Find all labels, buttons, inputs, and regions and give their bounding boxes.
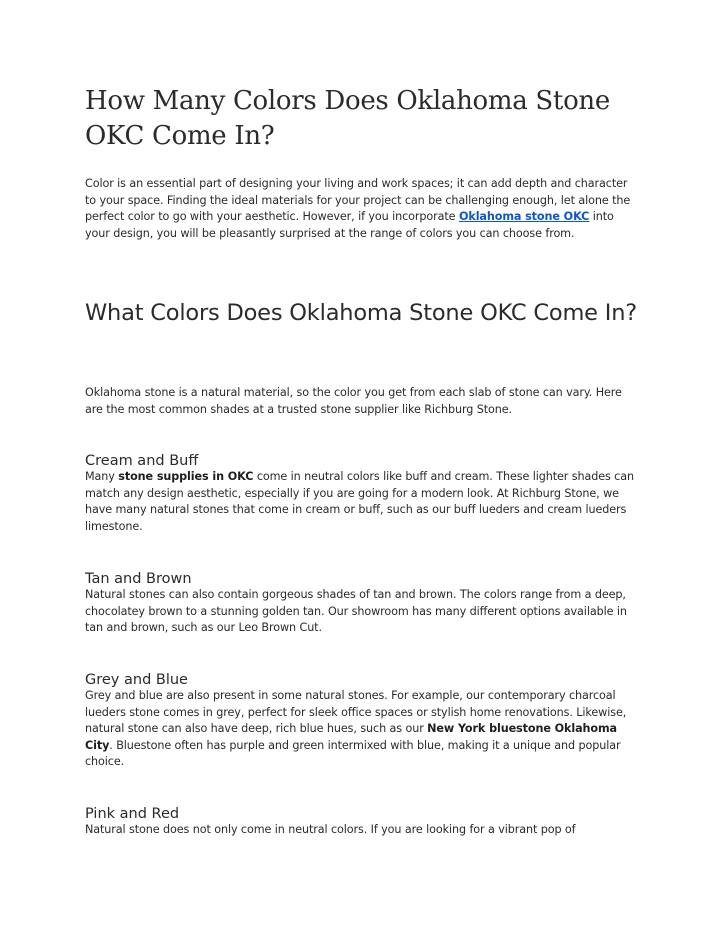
cream-buff-heading: Cream and Buff bbox=[85, 453, 199, 469]
oklahoma-stone-okc-link[interactable]: Oklahoma stone OKC bbox=[458, 210, 590, 224]
cream-buff-paragraph bbox=[85, 469, 640, 535]
grey-blue-heading: Grey and Blue bbox=[85, 672, 188, 688]
grey-blue-paragraph bbox=[85, 688, 640, 771]
section-paragraph: Oklahoma stone is a natural material, so the color you get from each slab of stone can vary. Here are the most common shades at a trusted stone supplier like Richburg Stone. bbox=[85, 386, 622, 416]
intro-paragraph bbox=[85, 176, 640, 242]
tan-brown-heading: Tan and Brown bbox=[85, 571, 192, 587]
intro-text-end: into your design, you will be pleasantly surprised at the range of colors you can choose from. bbox=[85, 210, 614, 240]
grey-text-end: . Bluestone often has purple and green intermixed with blue, making it a unique and popular choice. bbox=[85, 738, 621, 769]
cream-text: Many bbox=[85, 470, 119, 483]
stone-supplies-bold: stone supplies in OKC bbox=[118, 470, 254, 483]
cream-text-end: come in neutral colors like buff and cream. These lighter shades can match any design aesthetic, especially if you are going for a modern look. At Richburg Stone, we have many natural stones that come in cream or buff, such as our buff lueders and cream lueders limestone. bbox=[85, 470, 634, 533]
grey-text: Grey and blue are also present in some natural stones. For example, our contemporary charcoal lueders stone comes in grey, perfect for sleek office spaces or stylish home renovations. Likewise, natural stone can also have deep, rich blue hues, such as our bbox=[85, 689, 627, 736]
new-york-bluestone-bold: New York bluestone Oklahoma City bbox=[85, 722, 617, 752]
pink-red-heading: Pink and Red bbox=[85, 806, 180, 822]
pink-red-paragraph: Natural stone does not only come in neutral colors. If you are looking for a vibrant pop of bbox=[85, 823, 576, 836]
page-title: How Many Colors Does Oklahoma Stone OKC Come In? bbox=[85, 86, 610, 151]
tan-brown-paragraph: Natural stones can also contain gorgeous shades of tan and brown. The colors range from a deep, chocolatey brown to a stunning golden tan. Our showroom has many different options available in tan and brown, such as our Leo Brown Cut. bbox=[85, 588, 627, 635]
intro-text: Color is an essential part of designing your living and work spaces; it can add depth and character to your space. Finding the ideal materials for your project can be challenging enough, let alone the perfect color to go with your aesthetic. However, if you incorporate bbox=[85, 177, 631, 224]
section-heading: What Colors Does Oklahoma Stone OKC Come In? bbox=[85, 300, 638, 326]
